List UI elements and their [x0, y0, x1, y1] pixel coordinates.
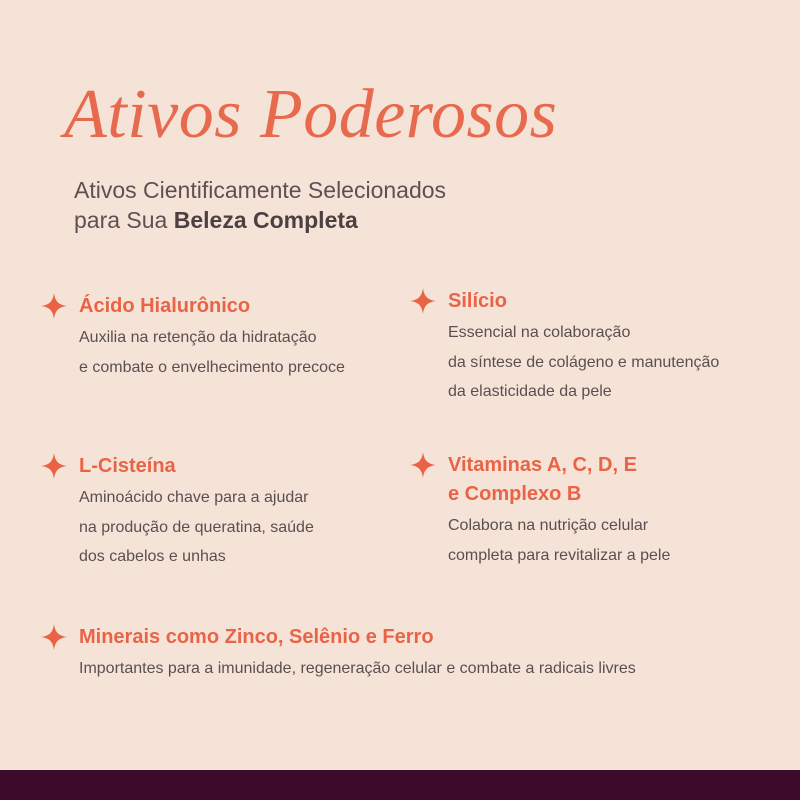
active-item-acido-hialuronico: [79, 292, 345, 382]
item-description: [79, 483, 314, 572]
item-heading: Silício: [448, 290, 507, 312]
item-description-line: Auxilia na retenção da hidratação: [79, 329, 317, 346]
item-description-line: Essencial na colaboração: [448, 324, 631, 341]
item-description: [448, 318, 719, 407]
item-description-line: Importantes para a imunidade, regeneração celular e combate a radicais livres: [79, 660, 636, 677]
item-heading: [448, 451, 670, 509]
active-item-l-cisteina: [79, 452, 314, 572]
subtitle-line-1: Ativos Cientificamente Selecionados: [74, 177, 447, 203]
item-heading: Minerais como Zinco, Selênio e Ferro: [79, 626, 434, 648]
sparkle-icon: [41, 453, 67, 479]
item-description: [79, 654, 636, 684]
subtitle-line-2: [74, 205, 446, 235]
item-heading: Ácido Hialurônico: [79, 295, 251, 317]
item-description-line: completa para revitalizar a pele: [448, 546, 671, 564]
page-title: Ativos Poderosos: [64, 76, 558, 153]
footer-bar: [0, 770, 800, 800]
item-description: [448, 511, 670, 570]
item-description-line: e combate o envelhecimento precoce: [79, 358, 345, 376]
active-item-silicio: [448, 287, 719, 407]
item-description-line: dos cabelos e unhas: [79, 548, 226, 565]
sparkle-icon: [41, 293, 67, 319]
item-heading-line: e Complexo B: [448, 483, 582, 505]
subtitle-line-2-prefix: para Sua: [74, 207, 174, 233]
item-description-line: da síntese de colágeno e manutenção: [448, 353, 720, 371]
active-item-minerais: [79, 623, 636, 684]
item-description-line: Aminoácido chave para a ajudar: [79, 489, 309, 506]
item-heading-line: Vitaminas A, C, D, E: [448, 454, 637, 476]
item-description-line: da elasticidade da pele: [448, 383, 612, 400]
sparkle-icon: [410, 288, 436, 314]
page-subtitle: [74, 175, 446, 235]
item-heading: L-Cisteína: [79, 455, 176, 477]
sparkle-icon: [410, 452, 436, 478]
item-description: [79, 323, 345, 382]
item-description-line: Colabora na nutrição celular: [448, 517, 649, 534]
active-item-vitaminas: [448, 451, 670, 570]
item-description-line: na produção de queratina, saúde: [79, 518, 314, 536]
sparkle-icon: [41, 624, 67, 650]
subtitle-line-2-bold: Beleza Completa: [173, 207, 358, 233]
